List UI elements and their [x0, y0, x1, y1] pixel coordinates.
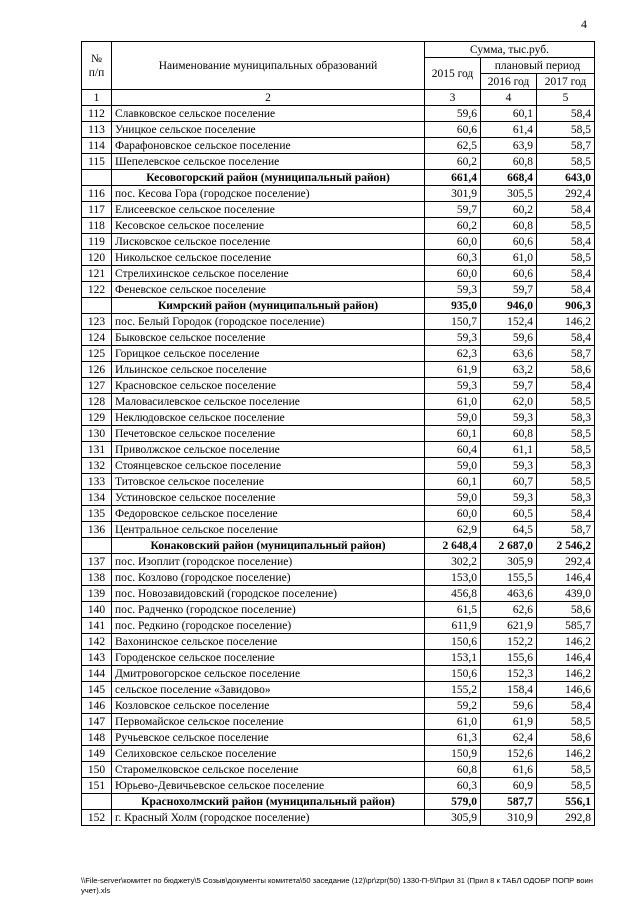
row-number: 149 — [82, 746, 112, 762]
municipality-name: Никольское сельское поселение — [112, 250, 425, 266]
amount-2017: 58,5 — [537, 154, 595, 170]
row-number: 140 — [82, 602, 112, 618]
municipality-name: Приволжское сельское поселение — [112, 442, 425, 458]
table-row — [82, 554, 595, 570]
column-header-name: Наименование муниципальных образований — [112, 42, 425, 90]
table-row — [82, 522, 595, 538]
amount-2017: 58,7 — [537, 522, 595, 538]
table-row — [82, 730, 595, 746]
amount-2016: 155,6 — [481, 650, 537, 666]
amount-2015: 59,2 — [425, 698, 481, 714]
amount-2017: 58,3 — [537, 410, 595, 426]
row-number: 141 — [82, 618, 112, 634]
row-number: 118 — [82, 218, 112, 234]
row-number: 132 — [82, 458, 112, 474]
municipality-name: пос. Кесова Гора (городское поселение) — [112, 186, 425, 202]
table-row — [82, 186, 595, 202]
table-row — [82, 602, 595, 618]
row-number: 113 — [82, 122, 112, 138]
amount-2015: 579,0 — [425, 794, 481, 810]
amount-2015: 62,3 — [425, 346, 481, 362]
row-number: 131 — [82, 442, 112, 458]
amount-2017: 58,5 — [537, 250, 595, 266]
amount-2017: 58,4 — [537, 698, 595, 714]
amount-2017: 146,4 — [537, 650, 595, 666]
municipality-name: Центральное сельское поселение — [112, 522, 425, 538]
row-number — [82, 538, 112, 554]
table-row — [82, 410, 595, 426]
amount-2015: 611,9 — [425, 618, 481, 634]
municipality-name: пос. Изоплит (городское поселение) — [112, 554, 425, 570]
amount-2015: 661,4 — [425, 170, 481, 186]
municipality-name: пос. Новозавидовский (городское поселение) — [112, 586, 425, 602]
column-number: 1 — [82, 90, 112, 106]
amount-2016: 63,9 — [481, 138, 537, 154]
amount-2017: 146,2 — [537, 746, 595, 762]
amount-2016: 310,9 — [481, 810, 537, 826]
amount-2016: 61,0 — [481, 250, 537, 266]
amount-2015: 62,9 — [425, 522, 481, 538]
row-number: 145 — [82, 682, 112, 698]
amount-2017: 58,4 — [537, 202, 595, 218]
amount-2017: 2 546,2 — [537, 538, 595, 554]
row-number: 148 — [82, 730, 112, 746]
amount-2016: 587,7 — [481, 794, 537, 810]
amount-2016: 60,8 — [481, 218, 537, 234]
amount-2017: 58,5 — [537, 442, 595, 458]
amount-2017: 146,6 — [537, 682, 595, 698]
table-row — [82, 346, 595, 362]
municipality-name: Кесовское сельское поселение — [112, 218, 425, 234]
amount-2017: 58,4 — [537, 106, 595, 122]
amount-2016: 59,6 — [481, 330, 537, 346]
municipality-name: Феневское сельское поселение — [112, 282, 425, 298]
amount-2017: 58,7 — [537, 138, 595, 154]
column-number: 2 — [112, 90, 425, 106]
municipality-name: Горицкое сельское поселение — [112, 346, 425, 362]
row-number: 125 — [82, 346, 112, 362]
table-row — [82, 570, 595, 586]
amount-2016: 60,5 — [481, 506, 537, 522]
row-number: 136 — [82, 522, 112, 538]
row-number: 116 — [82, 186, 112, 202]
municipality-name: Ручьевское сельское поселение — [112, 730, 425, 746]
amount-2016: 62,6 — [481, 602, 537, 618]
amount-2015: 59,6 — [425, 106, 481, 122]
table-row — [82, 330, 595, 346]
row-number: 143 — [82, 650, 112, 666]
column-number: 5 — [537, 90, 595, 106]
table-row — [82, 426, 595, 442]
amount-2017: 58,4 — [537, 330, 595, 346]
table-row — [82, 762, 595, 778]
amount-2017: 58,5 — [537, 426, 595, 442]
amount-2015: 155,2 — [425, 682, 481, 698]
table-row — [82, 474, 595, 490]
row-number: 128 — [82, 394, 112, 410]
column-header-sum: Сумма, тыс.руб. — [425, 42, 595, 58]
amount-2017: 292,4 — [537, 554, 595, 570]
row-number: 139 — [82, 586, 112, 602]
column-header-2015: 2015 год — [425, 58, 481, 90]
municipality-name: Конаковский район (муниципальный район) — [112, 538, 425, 554]
row-number: 115 — [82, 154, 112, 170]
row-number: 150 — [82, 762, 112, 778]
amount-2015: 59,0 — [425, 490, 481, 506]
municipality-name: г. Красный Холм (городское поселение) — [112, 810, 425, 826]
amount-2017: 58,4 — [537, 378, 595, 394]
row-number: 119 — [82, 234, 112, 250]
row-number: 123 — [82, 314, 112, 330]
row-number: 134 — [82, 490, 112, 506]
amount-2017: 58,6 — [537, 602, 595, 618]
amount-2015: 153,1 — [425, 650, 481, 666]
amount-2017: 58,5 — [537, 474, 595, 490]
table-row — [82, 666, 595, 682]
municipality-name: Славковское сельское поселение — [112, 106, 425, 122]
row-number: 127 — [82, 378, 112, 394]
table-row — [82, 250, 595, 266]
table-row — [82, 458, 595, 474]
table-row — [82, 122, 595, 138]
amount-2017: 58,5 — [537, 122, 595, 138]
table-row — [82, 682, 595, 698]
budget-table — [81, 41, 595, 826]
municipality-name: Старомелковское сельское поселение — [112, 762, 425, 778]
municipality-name: Дмитровогорское сельское поселение — [112, 666, 425, 682]
amount-2015: 61,0 — [425, 394, 481, 410]
row-number: 129 — [82, 410, 112, 426]
column-number: 3 — [425, 90, 481, 106]
amount-2017: 58,5 — [537, 714, 595, 730]
amount-2016: 621,9 — [481, 618, 537, 634]
table-row — [82, 202, 595, 218]
amount-2016: 60,6 — [481, 234, 537, 250]
column-header-2017: 2017 год — [537, 74, 595, 90]
amount-2016: 59,6 — [481, 698, 537, 714]
amount-2015: 59,7 — [425, 202, 481, 218]
row-number: 130 — [82, 426, 112, 442]
amount-2016: 152,6 — [481, 746, 537, 762]
municipality-name: Юрьево-Девичьевское сельское поселение — [112, 778, 425, 794]
municipality-name: Козловское сельское поселение — [112, 698, 425, 714]
amount-2017: 146,2 — [537, 314, 595, 330]
amount-2015: 61,9 — [425, 362, 481, 378]
municipality-name: Кесовогорский район (муниципальный район) — [112, 170, 425, 186]
row-number: 152 — [82, 810, 112, 826]
amount-2016: 59,7 — [481, 378, 537, 394]
amount-2016: 59,3 — [481, 458, 537, 474]
amount-2016: 61,6 — [481, 762, 537, 778]
amount-2015: 60,2 — [425, 154, 481, 170]
column-header-number: № п/п — [82, 42, 112, 90]
file-path-footer: \\File-server\комитет по бюджету\5 Созыв\документы комитета\50 заседание (12)\pr\zpr(50) 1330-П-5\Прил 31 (Прил 8 к ТАБЛ ОДОБР ПОПР воин учет).xls — [81, 876, 593, 895]
municipality-name: Шепелевское сельское поселение — [112, 154, 425, 170]
table-row — [82, 698, 595, 714]
table-row — [82, 314, 595, 330]
municipality-name: Печетовское сельское поселение — [112, 426, 425, 442]
amount-2017: 58,4 — [537, 282, 595, 298]
column-number-row — [82, 90, 595, 106]
amount-2016: 63,6 — [481, 346, 537, 362]
amount-2017: 58,4 — [537, 234, 595, 250]
amount-2017: 292,8 — [537, 810, 595, 826]
municipality-name: Кимрский район (муниципальный район) — [112, 298, 425, 314]
amount-2016: 60,7 — [481, 474, 537, 490]
row-number: 114 — [82, 138, 112, 154]
amount-2015: 61,0 — [425, 714, 481, 730]
amount-2016: 60,6 — [481, 266, 537, 282]
table-row — [82, 650, 595, 666]
row-number: 146 — [82, 698, 112, 714]
table-header — [82, 42, 595, 106]
amount-2015: 153,0 — [425, 570, 481, 586]
table-row — [82, 810, 595, 826]
amount-2015: 60,4 — [425, 442, 481, 458]
amount-2015: 2 648,4 — [425, 538, 481, 554]
table-row — [82, 138, 595, 154]
table-row — [82, 218, 595, 234]
amount-2016: 59,3 — [481, 410, 537, 426]
municipality-name: Ильинское сельское поселение — [112, 362, 425, 378]
amount-2016: 152,2 — [481, 634, 537, 650]
row-number: 147 — [82, 714, 112, 730]
amount-2016: 60,8 — [481, 154, 537, 170]
row-number: 120 — [82, 250, 112, 266]
amount-2017: 58,5 — [537, 762, 595, 778]
amount-2016: 61,4 — [481, 122, 537, 138]
municipality-name: Вахонинское сельское поселение — [112, 634, 425, 650]
amount-2015: 62,5 — [425, 138, 481, 154]
amount-2015: 150,9 — [425, 746, 481, 762]
amount-2017: 58,3 — [537, 458, 595, 474]
amount-2016: 62,4 — [481, 730, 537, 746]
amount-2017: 292,4 — [537, 186, 595, 202]
amount-2017: 643,0 — [537, 170, 595, 186]
row-number: 112 — [82, 106, 112, 122]
amount-2016: 305,5 — [481, 186, 537, 202]
amount-2017: 585,7 — [537, 618, 595, 634]
amount-2015: 61,5 — [425, 602, 481, 618]
row-number: 122 — [82, 282, 112, 298]
table-row — [82, 378, 595, 394]
amount-2017: 58,6 — [537, 362, 595, 378]
amount-2017: 556,1 — [537, 794, 595, 810]
municipality-name: пос. Радченко (городское поселение) — [112, 602, 425, 618]
amount-2016: 155,5 — [481, 570, 537, 586]
amount-2015: 61,3 — [425, 730, 481, 746]
municipality-name: Титовское сельское поселение — [112, 474, 425, 490]
municipality-name: Городенское сельское поселение — [112, 650, 425, 666]
municipality-name: Маловасилевское сельское поселение — [112, 394, 425, 410]
amount-2015: 60,2 — [425, 218, 481, 234]
amount-2015: 60,0 — [425, 266, 481, 282]
table-row — [82, 442, 595, 458]
amount-2016: 152,4 — [481, 314, 537, 330]
amount-2016: 62,0 — [481, 394, 537, 410]
amount-2015: 60,3 — [425, 778, 481, 794]
district-total-row — [82, 170, 595, 186]
row-number: 126 — [82, 362, 112, 378]
amount-2015: 302,2 — [425, 554, 481, 570]
amount-2017: 58,3 — [537, 490, 595, 506]
column-number: 4 — [481, 90, 537, 106]
amount-2016: 59,7 — [481, 282, 537, 298]
amount-2015: 150,6 — [425, 634, 481, 650]
row-number: 138 — [82, 570, 112, 586]
amount-2015: 59,0 — [425, 458, 481, 474]
amount-2015: 59,3 — [425, 378, 481, 394]
row-number: 142 — [82, 634, 112, 650]
column-header-plan-period: плановый период — [481, 58, 595, 74]
amount-2015: 60,0 — [425, 234, 481, 250]
table-row — [82, 778, 595, 794]
municipality-name: Фарафоновское сельское поселение — [112, 138, 425, 154]
amount-2017: 58,6 — [537, 730, 595, 746]
municipality-name: Федоровское сельское поселение — [112, 506, 425, 522]
amount-2015: 150,7 — [425, 314, 481, 330]
table-row — [82, 234, 595, 250]
table-row — [82, 586, 595, 602]
row-number — [82, 298, 112, 314]
municipality-name: пос. Козлово (городское поселение) — [112, 570, 425, 586]
amount-2017: 146,2 — [537, 634, 595, 650]
amount-2016: 152,3 — [481, 666, 537, 682]
table-row — [82, 714, 595, 730]
municipality-name: Стоянцевское сельское поселение — [112, 458, 425, 474]
municipality-name: Елисеевское сельское поселение — [112, 202, 425, 218]
table-row — [82, 266, 595, 282]
amount-2016: 61,9 — [481, 714, 537, 730]
amount-2015: 60,1 — [425, 426, 481, 442]
table-row — [82, 490, 595, 506]
district-total-row — [82, 298, 595, 314]
table-row — [82, 634, 595, 650]
municipality-name: Первомайское сельское поселение — [112, 714, 425, 730]
municipality-name: Стрелихинское сельское поселение — [112, 266, 425, 282]
district-total-row — [82, 538, 595, 554]
municipality-name: Красновское сельское поселение — [112, 378, 425, 394]
municipality-name: Быковское сельское поселение — [112, 330, 425, 346]
amount-2015: 60,1 — [425, 474, 481, 490]
amount-2016: 61,1 — [481, 442, 537, 458]
municipality-name: сельское поселение «Завидово» — [112, 682, 425, 698]
municipality-name: Краснохолмский район (муниципальный район) — [112, 794, 425, 810]
table-row — [82, 506, 595, 522]
page-number: 4 — [581, 17, 587, 31]
amount-2016: 60,1 — [481, 106, 537, 122]
amount-2017: 58,5 — [537, 218, 595, 234]
amount-2017: 146,4 — [537, 570, 595, 586]
table-body — [82, 106, 595, 826]
amount-2016: 158,4 — [481, 682, 537, 698]
amount-2015: 305,9 — [425, 810, 481, 826]
table-row — [82, 154, 595, 170]
amount-2016: 63,2 — [481, 362, 537, 378]
amount-2016: 305,9 — [481, 554, 537, 570]
municipality-name: Уницкое сельское поселение — [112, 122, 425, 138]
row-number: 137 — [82, 554, 112, 570]
row-number: 117 — [82, 202, 112, 218]
table-row — [82, 282, 595, 298]
row-number — [82, 794, 112, 810]
amount-2015: 60,3 — [425, 250, 481, 266]
municipality-name: пос. Редкино (городское поселение) — [112, 618, 425, 634]
table-row — [82, 362, 595, 378]
amount-2015: 60,0 — [425, 506, 481, 522]
amount-2015: 150,6 — [425, 666, 481, 682]
amount-2017: 439,0 — [537, 586, 595, 602]
district-total-row — [82, 794, 595, 810]
row-number: 124 — [82, 330, 112, 346]
table-row — [82, 106, 595, 122]
municipality-name: Устиновское сельское поселение — [112, 490, 425, 506]
amount-2016: 60,9 — [481, 778, 537, 794]
municipality-name: Неклюдовское сельское поселение — [112, 410, 425, 426]
amount-2015: 59,3 — [425, 330, 481, 346]
municipality-name: Селиховское сельское поселение — [112, 746, 425, 762]
table-row — [82, 394, 595, 410]
amount-2015: 60,6 — [425, 122, 481, 138]
amount-2017: 58,7 — [537, 346, 595, 362]
amount-2016: 668,4 — [481, 170, 537, 186]
amount-2016: 60,2 — [481, 202, 537, 218]
amount-2015: 301,9 — [425, 186, 481, 202]
amount-2015: 935,0 — [425, 298, 481, 314]
municipality-name: пос. Белый Городок (городское поселение) — [112, 314, 425, 330]
amount-2015: 456,8 — [425, 586, 481, 602]
amount-2016: 463,6 — [481, 586, 537, 602]
row-number: 133 — [82, 474, 112, 490]
amount-2017: 146,2 — [537, 666, 595, 682]
column-header-2016: 2016 год — [481, 74, 537, 90]
amount-2016: 2 687,0 — [481, 538, 537, 554]
amount-2017: 906,3 — [537, 298, 595, 314]
amount-2017: 58,4 — [537, 506, 595, 522]
amount-2015: 59,3 — [425, 282, 481, 298]
row-number: 144 — [82, 666, 112, 682]
amount-2017: 58,5 — [537, 778, 595, 794]
amount-2017: 58,4 — [537, 266, 595, 282]
amount-2015: 59,0 — [425, 410, 481, 426]
table-row — [82, 618, 595, 634]
amount-2016: 59,3 — [481, 490, 537, 506]
amount-2015: 60,8 — [425, 762, 481, 778]
row-number — [82, 170, 112, 186]
row-number: 151 — [82, 778, 112, 794]
municipality-name: Лисковское сельское поселение — [112, 234, 425, 250]
row-number: 135 — [82, 506, 112, 522]
amount-2017: 58,5 — [537, 394, 595, 410]
amount-2016: 946,0 — [481, 298, 537, 314]
amount-2016: 60,8 — [481, 426, 537, 442]
row-number: 121 — [82, 266, 112, 282]
table-row — [82, 746, 595, 762]
amount-2016: 64,5 — [481, 522, 537, 538]
